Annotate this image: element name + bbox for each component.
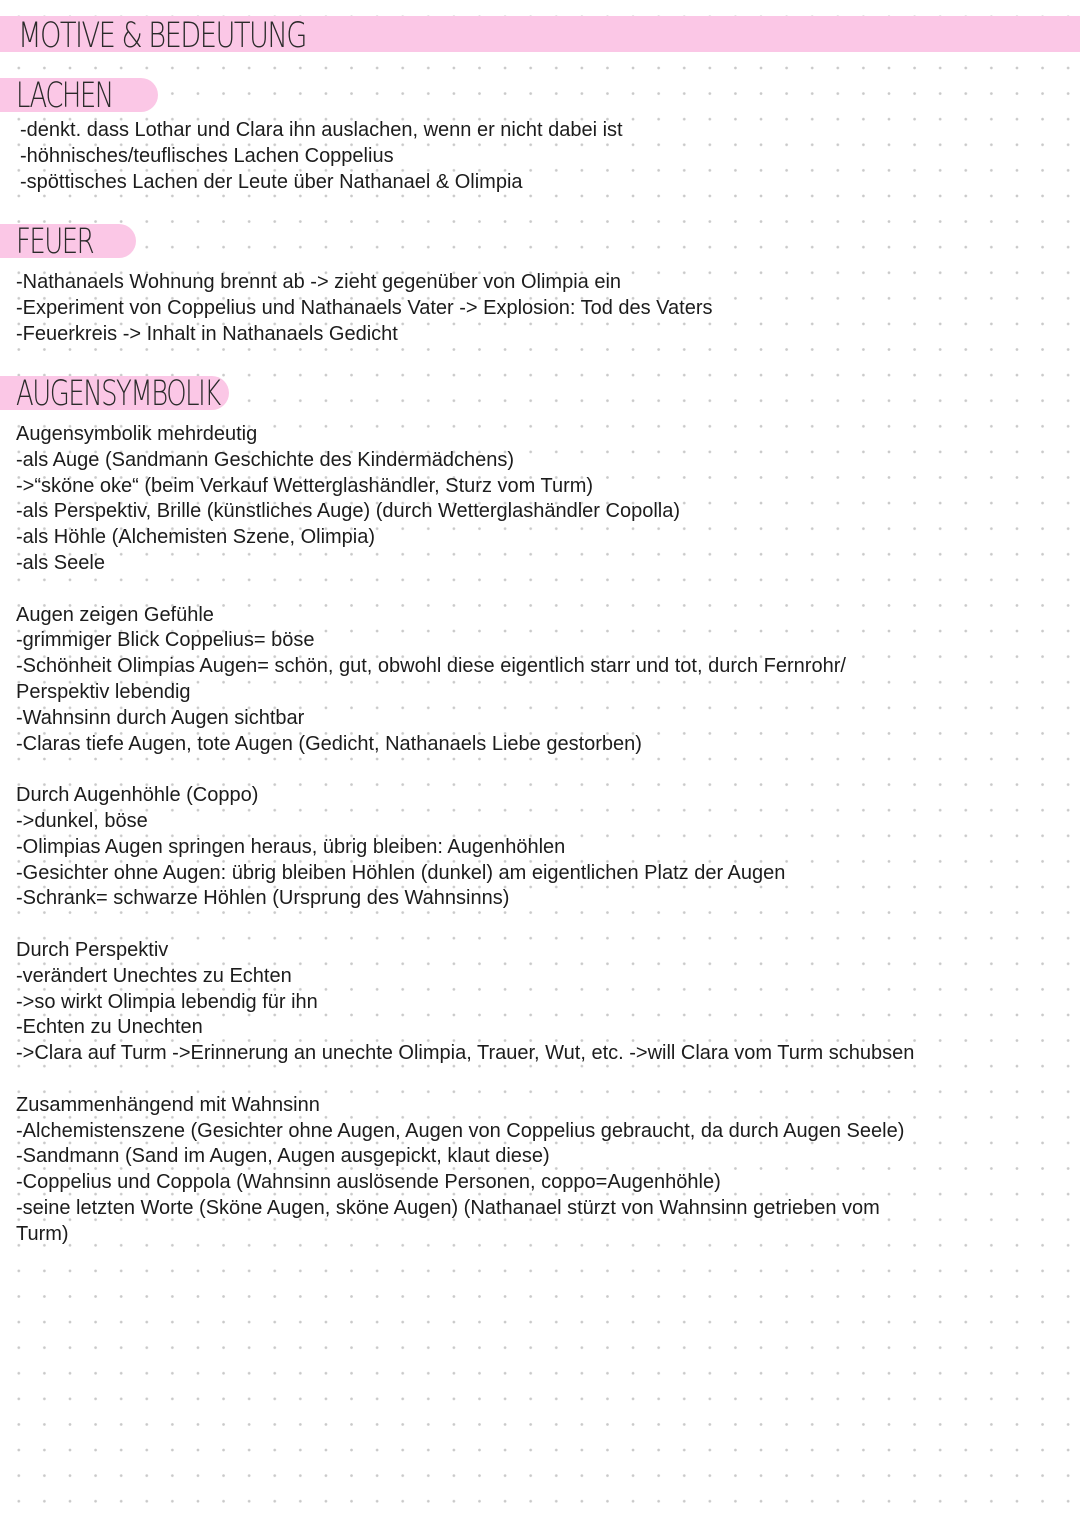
note-line: -Wahnsinn durch Augen sichtbar (16, 706, 305, 729)
note-line: Augensymbolik mehrdeutig (16, 423, 258, 445)
note-line: -als Perspektiv, Brille (künstliches Auge) (durch Wetterglashändler Copolla) (16, 500, 680, 523)
note-line: -Echten zu Unechten (16, 1016, 203, 1039)
note-line: -Alchemistenszene (Gesichter ohne Augen, Augen von Coppelius gebraucht, da durch Augen Seele) (16, 1119, 905, 1142)
note-line: -Schönheit Olimpias Augen= schön, gut, obwohl diese eigentlich starr und tot, durch Fernrohr/ (16, 655, 846, 678)
section-heading-feuer: FEUER (16, 222, 94, 262)
note-line: -grimmiger Blick Coppelius= böse (16, 629, 315, 652)
blank-line (16, 577, 914, 603)
note-line: Perspektiv lebendig (16, 680, 191, 703)
note-line: -als Auge (Sandmann Geschichte des Kindermädchens) (16, 448, 515, 471)
note-line: ->dunkel, böse (16, 809, 148, 832)
section-body-feuer (16, 270, 713, 347)
note-line: -als Seele (16, 551, 105, 574)
note-line: ->so wirkt Olimpia lebendig für ihn (16, 990, 318, 1013)
note-line: Turm) (16, 1222, 69, 1245)
note-line: -als Höhle (Alchemisten Szene, Olimpia) (16, 526, 376, 549)
note-line: -Olimpias Augen springen heraus, übrig bleiben: Augenhöhlen (16, 835, 566, 858)
section-heading-augensymbolik: AUGENSYMBOLIK (16, 374, 220, 414)
note-line: -Gesichter ohne Augen: übrig bleiben Höhlen (dunkel) am eigentlichen Platz der Augen (16, 861, 786, 884)
note-line: -seine letzten Worte (Sköne Augen, sköne Augen) (Nathanael stürzt von Wahnsinn getrieben vom (16, 1196, 880, 1219)
page-title: MOTIVE & BEDEUTUNG (18, 16, 306, 56)
section-body-lachen (20, 118, 623, 195)
note-line: ->“sköne oke“ (beim Verkauf Wetterglashändler, Sturz vom Turm) (16, 474, 594, 497)
note-line: Durch Perspektiv (16, 938, 169, 961)
blank-line (16, 1067, 914, 1093)
note-line: -denkt. dass Lothar und Clara ihn auslachen, wenn er nicht dabei ist (20, 119, 623, 141)
blank-line (16, 757, 914, 783)
note-line: -spöttisches Lachen der Leute über Nathanael & Olimpia (20, 170, 523, 193)
blank-line (16, 912, 914, 938)
note-line: Durch Augenhöhle (Coppo) (16, 784, 259, 807)
note-line: ->Clara auf Turm ->Erinnerung an unechte Olimpia, Trauer, Wut, etc. ->will Clara vom Turm schubsen (16, 1042, 915, 1065)
section-body-augensymbolik (16, 422, 914, 1248)
note-line: -Claras tiefe Augen, tote Augen (Gedicht, Nathanaels Liebe gestorben) (16, 732, 642, 755)
note-line: -Coppelius und Coppola (Wahnsinn auslösende Personen, coppo=Augenhöhle) (16, 1171, 721, 1194)
note-line: Zusammenhängend mit Wahnsinn (16, 1093, 320, 1116)
note-line: -höhnisches/teuflisches Lachen Coppelius (20, 144, 394, 167)
note-line: -Experiment von Coppelius und Nathanaels Vater -> Explosion: Tod des Vaters (16, 296, 713, 319)
note-line: Augen zeigen Gefühle (16, 603, 214, 626)
section-heading-lachen: LACHEN (16, 76, 113, 116)
note-line: -verändert Unechtes zu Echten (16, 964, 292, 987)
note-line: -Nathanaels Wohnung brennt ab -> zieht gegenüber von Olimpia ein (16, 271, 622, 293)
note-line: -Feuerkreis -> Inhalt in Nathanaels Gedicht (16, 322, 398, 345)
note-line: -Schrank= schwarze Höhlen (Ursprung des Wahnsinns) (16, 887, 510, 910)
note-line: -Sandmann (Sand im Augen, Augen ausgepickt, klaut diese) (16, 1145, 550, 1168)
